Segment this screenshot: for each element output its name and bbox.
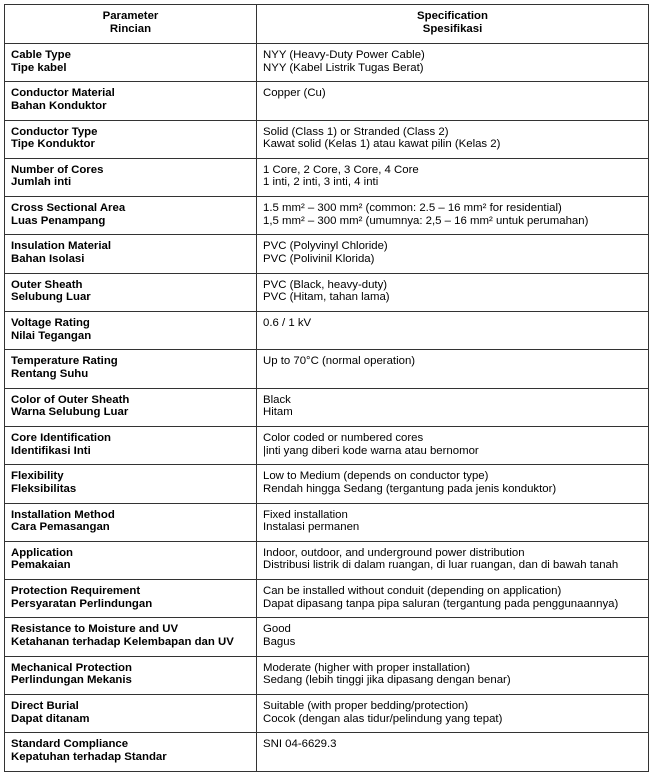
specification-id: Dapat dipasang tanpa pipa saluran (tergantung pada penggunaannya) (263, 597, 619, 610)
table-row (5, 197, 649, 235)
specification-cell (257, 503, 649, 541)
specification-id: NYY (Kabel Listrik Tugas Berat) (263, 61, 424, 74)
parameter-id: Rentang Suhu (11, 367, 89, 380)
table-header-row (5, 5, 649, 44)
parameter-en: Protection Requirement (11, 585, 141, 598)
parameter-id: Identifikasi Inti (11, 444, 91, 457)
specification-en: Up to 70°C (normal operation) (263, 355, 416, 368)
table-row (5, 120, 649, 158)
specification-id: Sedang (lebih tinggi jika dipasang dengan benar) (263, 674, 511, 687)
parameter-en: Core Identification (11, 431, 111, 444)
parameter-cell (5, 235, 257, 273)
specification-en: NYY (Heavy-Duty Power Cable) (263, 49, 425, 61)
specification-en: Indoor, outdoor, and underground power distribution (263, 546, 525, 559)
parameter-en: Mechanical Protection (11, 661, 132, 674)
specification-cell (257, 541, 649, 579)
specification-en: Color coded or numbered cores (263, 431, 424, 444)
parameter-cell (5, 580, 257, 618)
parameter-cell (5, 120, 257, 158)
specification-en: PVC (Polyvinyl Chloride) (263, 240, 388, 253)
header-parameter-en: Parameter (102, 10, 159, 22)
parameter-cell (5, 388, 257, 426)
specification-en: Black (263, 393, 291, 406)
header-parameter (5, 5, 257, 44)
parameter-id: Ketahanan terhadap Kelembapan dan UV (11, 636, 234, 649)
parameter-cell (5, 44, 257, 82)
table-row (5, 426, 649, 464)
parameter-id: Nilai Tegangan (11, 329, 92, 342)
spec-table-container (4, 4, 649, 772)
specification-en: Solid (Class 1) or Stranded (Class 2) (263, 125, 449, 138)
parameter-cell (5, 82, 257, 120)
parameter-id: Pemakaian (11, 559, 71, 572)
parameter-en: Resistance to Moisture and UV (11, 623, 179, 636)
header-specification-id: Spesifikasi (422, 22, 483, 35)
table-row (5, 580, 649, 618)
parameter-id: Bahan Konduktor (11, 99, 107, 112)
parameter-cell (5, 656, 257, 694)
specification-cell (257, 44, 649, 82)
specification-en: Copper (Cu) (263, 87, 326, 100)
parameter-cell (5, 350, 257, 388)
parameter-id: Bahan Isolasi (11, 253, 85, 266)
specification-cell (257, 465, 649, 503)
parameter-cell (5, 426, 257, 464)
parameter-en: Number of Cores (11, 163, 104, 176)
parameter-id: Selubung Luar (11, 291, 91, 304)
parameter-en: Conductor Type (11, 125, 98, 138)
specification-id: PVC (Polivinil Klorida) (263, 253, 375, 266)
parameter-en: Application (11, 546, 74, 559)
parameter-id: Kepatuhan terhadap Standar (11, 750, 167, 763)
specification-en: PVC (Black, heavy-duty) (263, 278, 388, 291)
parameter-cell (5, 197, 257, 235)
table-row (5, 733, 649, 771)
parameter-cell (5, 465, 257, 503)
specification-en: Suitable (with proper bedding/protection) (263, 700, 469, 713)
parameter-id: Fleksibilitas (11, 482, 77, 495)
parameter-cell (5, 503, 257, 541)
header-specification-en: Specification (417, 10, 488, 22)
parameter-en: Installation Method (11, 508, 115, 521)
table-row (5, 273, 649, 311)
parameter-cell (5, 541, 257, 579)
specification-id: 1,5 mm² – 300 mm² (umumnya: 2,5 – 16 mm² untuk perumahan) (263, 214, 589, 227)
specification-cell (257, 695, 649, 733)
specification-cell (257, 350, 649, 388)
specification-id: 1 inti, 2 inti, 3 inti, 4 inti (263, 176, 379, 189)
parameter-en: Insulation Material (11, 240, 112, 253)
parameter-id: Warna Selubung Luar (11, 406, 129, 419)
specification-en: SNI 04-6629.3 (263, 738, 337, 751)
specification-id: Hitam (263, 406, 293, 419)
parameter-cell (5, 158, 257, 196)
specification-en: Fixed installation (263, 508, 348, 521)
table-row (5, 312, 649, 350)
table-row (5, 695, 649, 733)
specification-cell (257, 733, 649, 771)
specification-cell (257, 82, 649, 120)
specification-id: Rendah hingga Sedang (tergantung pada jenis konduktor) (263, 482, 557, 495)
parameter-en: Voltage Rating (11, 317, 90, 330)
parameter-id: Luas Penampang (11, 214, 106, 227)
table-row (5, 656, 649, 694)
specification-cell (257, 618, 649, 656)
parameter-id: Tipe kabel (11, 61, 67, 74)
specification-cell (257, 273, 649, 311)
table-row (5, 44, 649, 82)
parameter-cell (5, 618, 257, 656)
parameter-id: Tipe Konduktor (11, 138, 95, 151)
parameter-id: Cara Pemasangan (11, 521, 110, 534)
specification-cell (257, 197, 649, 235)
specification-cell (257, 580, 649, 618)
table-row (5, 618, 649, 656)
specification-cell (257, 235, 649, 273)
specification-id: Bagus (263, 636, 296, 649)
specification-en: Low to Medium (depends on conductor type) (263, 470, 489, 483)
specification-id: Distribusi listrik di dalam ruangan, di luar ruangan, dan di bawah tanah (263, 559, 619, 572)
specification-id: Cocok (dengan alas tidur/pelindung yang tepat) (263, 712, 503, 725)
specification-cell (257, 312, 649, 350)
header-specification (257, 5, 649, 44)
parameter-id: Perlindungan Mekanis (11, 674, 132, 687)
table-row (5, 503, 649, 541)
parameter-en: Temperature Rating (11, 355, 118, 368)
specification-cell (257, 120, 649, 158)
cable-spec-table (4, 4, 649, 772)
header-parameter-id: Rincian (109, 22, 152, 35)
specification-cell (257, 656, 649, 694)
table-row (5, 541, 649, 579)
parameter-cell (5, 733, 257, 771)
parameter-en: Color of Outer Sheath (11, 393, 130, 406)
specification-cell (257, 388, 649, 426)
table-row (5, 465, 649, 503)
parameter-cell (5, 273, 257, 311)
parameter-en: Standard Compliance (11, 738, 129, 751)
table-row (5, 158, 649, 196)
table-row (5, 388, 649, 426)
specification-id: |inti yang diberi kode warna atau bernomor (263, 444, 479, 457)
parameter-en: Conductor Material (11, 87, 115, 100)
parameter-en: Flexibility (11, 470, 64, 483)
specification-id: Instalasi permanen (263, 521, 360, 534)
specification-cell (257, 426, 649, 464)
specification-cell (257, 158, 649, 196)
specification-id: Kawat solid (Kelas 1) atau kawat pilin (Kelas 2) (263, 138, 501, 151)
parameter-en: Cable Type (11, 49, 71, 61)
parameter-en: Direct Burial (11, 700, 79, 713)
parameter-id: Dapat ditanam (11, 712, 90, 725)
parameter-en: Cross Sectional Area (11, 202, 126, 215)
specification-en: 1 Core, 2 Core, 3 Core, 4 Core (263, 163, 419, 176)
parameter-id: Persyaratan Perlindungan (11, 597, 153, 610)
specification-en: Moderate (higher with proper installation) (263, 661, 471, 674)
specification-en: Good (263, 623, 291, 636)
specification-en: 0.6 / 1 kV (263, 317, 312, 330)
parameter-cell (5, 312, 257, 350)
parameter-en: Outer Sheath (11, 278, 83, 291)
table-row (5, 235, 649, 273)
table-row (5, 350, 649, 388)
parameter-cell (5, 695, 257, 733)
table-row (5, 82, 649, 120)
specification-en: Can be installed without conduit (depending on application) (263, 585, 562, 598)
parameter-id: Jumlah inti (11, 176, 72, 189)
specification-id: PVC (Hitam, tahan lama) (263, 291, 390, 304)
specification-en: 1.5 mm² – 300 mm² (common: 2.5 – 16 mm² for residential) (263, 202, 562, 215)
